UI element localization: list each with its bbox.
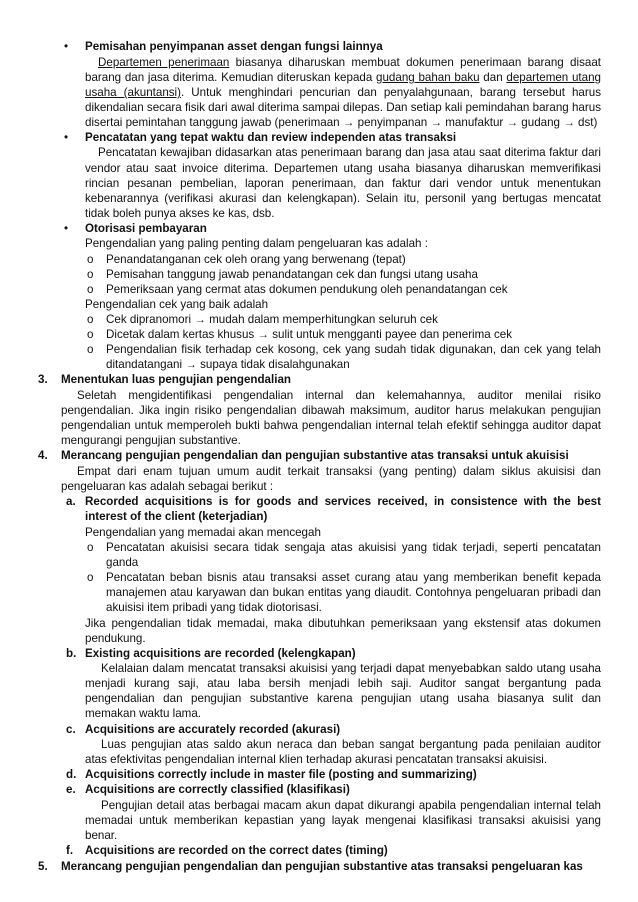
subsection-heading: Acquisitions are accurately recorded (akurasi): [85, 723, 341, 736]
list-item: Pemisahan tanggung jawab penandatangan cek dan fungsi utang usaha: [106, 268, 478, 281]
bullet-icon: •: [64, 222, 69, 235]
bullet-title: Otorisasi pembayaran: [85, 222, 207, 235]
paragraph-line: mengurangi pengujian substantive.: [61, 434, 241, 447]
list-item: Pencatatan beban bisnis atau transaksi asset curang atau yang memberikan benefit kepada: [106, 571, 601, 584]
list-item: Pemeriksaan yang cermat atas dokumen pendukung oleh penandatangan cek: [106, 283, 508, 296]
paragraph-line: Pengujian detail atas berbagai macam akun dapat dikurangi apabila pengendalian internal telah: [101, 799, 601, 812]
paragraph-line: pengendalian untuk memperoleh bukti bahwa pengendalian internal telah efektif sehingga auditor dapat: [61, 419, 601, 432]
paragraph-line: benar.: [85, 829, 118, 842]
paragraph-line: menjadi kurang saji, atau laba bersih menjadi lebih saji. Auditor sangat bergantung pada: [85, 677, 601, 690]
paragraph-line: rincian pesanan pembelian, laporan penerimaan, dan faktur dari vendor untuk menentukan: [85, 177, 601, 190]
paragraph-line: Pengendalian yang memadai akan mencegah: [85, 526, 321, 539]
paragraph-line: Pencatatan kewajiban didasarkan atas penerimaan barang dan jasa atau saat diterima faktur dari: [98, 146, 601, 159]
paragraph-line: Jika pengendalian tidak memadai, maka dibutuhkan pemeriksaan yang ekstensif atas dokumen: [85, 617, 601, 630]
list-item: Dicetak dalam kertas khusus → sulit untuk mengganti payee dan penerima cek: [106, 328, 512, 341]
section-number: 5.: [38, 860, 48, 873]
paragraph-line: Departemen penerimaan biasanya diharuskan membuat dokumen penerimaan barang disaat: [98, 56, 601, 69]
paragraph-line: disertai pemintahan tanggung jawab (penerimaan → penyimpanan → manufaktur → gudang → dst): [85, 116, 598, 129]
subsection-marker: b.: [66, 647, 77, 660]
subsection-heading: interest of the client (keterjadian): [85, 510, 268, 523]
subsection-heading: Acquisitions correctly include in master file (posting and summarizing): [85, 768, 477, 781]
subsection-heading: Acquisitions are recorded on the correct dates (timing): [85, 844, 388, 857]
paragraph-line: memakan waktu lama.: [85, 707, 201, 720]
subsection-marker: e.: [66, 783, 76, 796]
paragraph-line: dikendalian secara fisik dari awal diterima sampai dilepas. Dan setiap kali pemindahan barang harus: [85, 101, 601, 114]
subsection-marker: a.: [66, 495, 76, 508]
section-heading: Merancang pengujian pengendalian dan pengujian substantive atas transaksi untuk akuisisi: [61, 449, 569, 462]
paragraph-line: usaha (akuntansi). Untuk menghindari pencurian dan penyalahgunaan, barang tersebut harus: [85, 86, 601, 99]
circle-bullet-icon: o: [87, 541, 94, 554]
list-item: Penandatanganan cek oleh orang yang berwenang (tepat): [106, 253, 406, 266]
circle-bullet-icon: o: [87, 328, 94, 341]
circle-bullet-icon: o: [87, 253, 94, 266]
paragraph-line: tidak boleh punya akses ke kas, dsb.: [85, 207, 275, 220]
section-number: 3.: [38, 373, 48, 386]
paragraph-line: Seletah mengidentifikasi pengendalian internal dan kelemahannya, auditor menilai risiko: [77, 389, 601, 402]
paragraph-line: pendukung.: [85, 632, 146, 645]
subsection-marker: c.: [66, 723, 76, 736]
circle-bullet-icon: o: [87, 313, 94, 326]
underlined-term: Departemen penerimaan: [98, 56, 230, 69]
subsection-marker: d.: [66, 768, 77, 781]
paragraph-line: pengendalian dan pengujian substantive karena pengujian utang usaha biasanya sulit dan: [85, 692, 601, 705]
section-number: 4.: [38, 449, 48, 462]
bullet-title: Pemisahan penyimpanan asset dengan fungsi lainnya: [85, 40, 383, 53]
paragraph-line: Empat dari enam tujuan umum audit terkait transaksi (yang penting) dalam siklus akuisisi dan: [77, 465, 601, 478]
underlined-term: usaha (akuntansi): [85, 86, 181, 99]
bullet-icon: •: [64, 40, 69, 53]
paragraph-line: barang dan jasa diterima. Kemudian diteruskan kepada gudang bahan baku dan departemen utang: [85, 71, 601, 84]
list-item: Pengendalian fisik terhadap cek kosong, cek yang sudah tidak digunakan, dan cek yang telah: [106, 343, 601, 356]
paragraph-line: kebenarannya (verifikasi akurasi dan kelengkapan). Selain itu, personil yang bertugas mencatat: [85, 192, 601, 205]
paragraph-line: Pengendalian cek yang baik adalah: [85, 298, 269, 311]
list-item: Cek dipranomori → mudah dalam memperhitungkan seluruh cek: [106, 313, 438, 326]
bullet-title: Pencatatan yang tepat waktu dan review independen atas transaksi: [85, 131, 457, 144]
list-item: ganda: [106, 556, 139, 569]
paragraph-line: atas efektivitas pengendalian internal klien terhadap akurasi pencatatan transaksi akuisisi.: [85, 753, 548, 766]
circle-bullet-icon: o: [87, 343, 94, 356]
underlined-term: gudang bahan baku: [376, 71, 480, 84]
paragraph-line: Pengendalian yang paling penting dalam pengeluaran kas adalah :: [85, 237, 428, 250]
list-item: ditandatangani → supaya tidak disalahgunakan: [106, 358, 350, 371]
paragraph-line: Luas pengujian atas saldo akun neraca dan beban sangat bergantung pada penilaian auditor: [101, 738, 601, 751]
subsection-marker: f.: [66, 844, 74, 857]
circle-bullet-icon: o: [87, 268, 94, 281]
list-item: manajemen atau karyawan dan bukan entitas yang diaudit. Contohnya pengeluaran pribadi dan: [106, 586, 601, 599]
paragraph-line: pengeluaran kas adalah sebagai berikut :: [61, 480, 274, 493]
paragraph-line: pengendalian. Jika ingin risiko pengendalian dibawah maksimum, auditor harus melakukan pengujian: [61, 404, 601, 417]
circle-bullet-icon: o: [87, 283, 94, 296]
subsection-heading: Existing acquisitions are recorded (kelengkapan): [85, 647, 356, 660]
paragraph-line: memadai untuk memberikan kepastian yang layak mengenai klasifikasi transaksi akuisisi yang: [85, 814, 601, 827]
section-heading: Merancang pengujian pengendalian dan pengujian substantive atas transaksi pengeluaran kas: [61, 860, 583, 873]
subsection-heading: Acquisitions are correctly classified (klasifikasi): [85, 783, 350, 796]
list-item: akuisisi item pribadi yang tidak diotorisasi.: [106, 601, 322, 614]
underlined-term: departemen utang: [506, 71, 601, 84]
list-item: Pencatatan akuisisi secara tidak sengaja atas akuisisi yang tidak terjadi, seperti pencatatan: [106, 541, 601, 554]
subsection-heading: Recorded acquisitions is for goods and services received, in consistence with the best: [85, 495, 601, 508]
paragraph-line: vendor atau saat invoice diterima. Departemen utang usaha biasanya diharuskan memverifikasi: [85, 162, 601, 175]
circle-bullet-icon: o: [87, 571, 94, 584]
paragraph-line: Kelalaian dalam mencatat transaksi akuisisi yang terjadi dapat menyebabkan saldo utang usaha: [101, 662, 601, 675]
section-heading: Menentukan luas pengujian pengendalian: [61, 373, 291, 386]
bullet-icon: •: [64, 131, 69, 144]
